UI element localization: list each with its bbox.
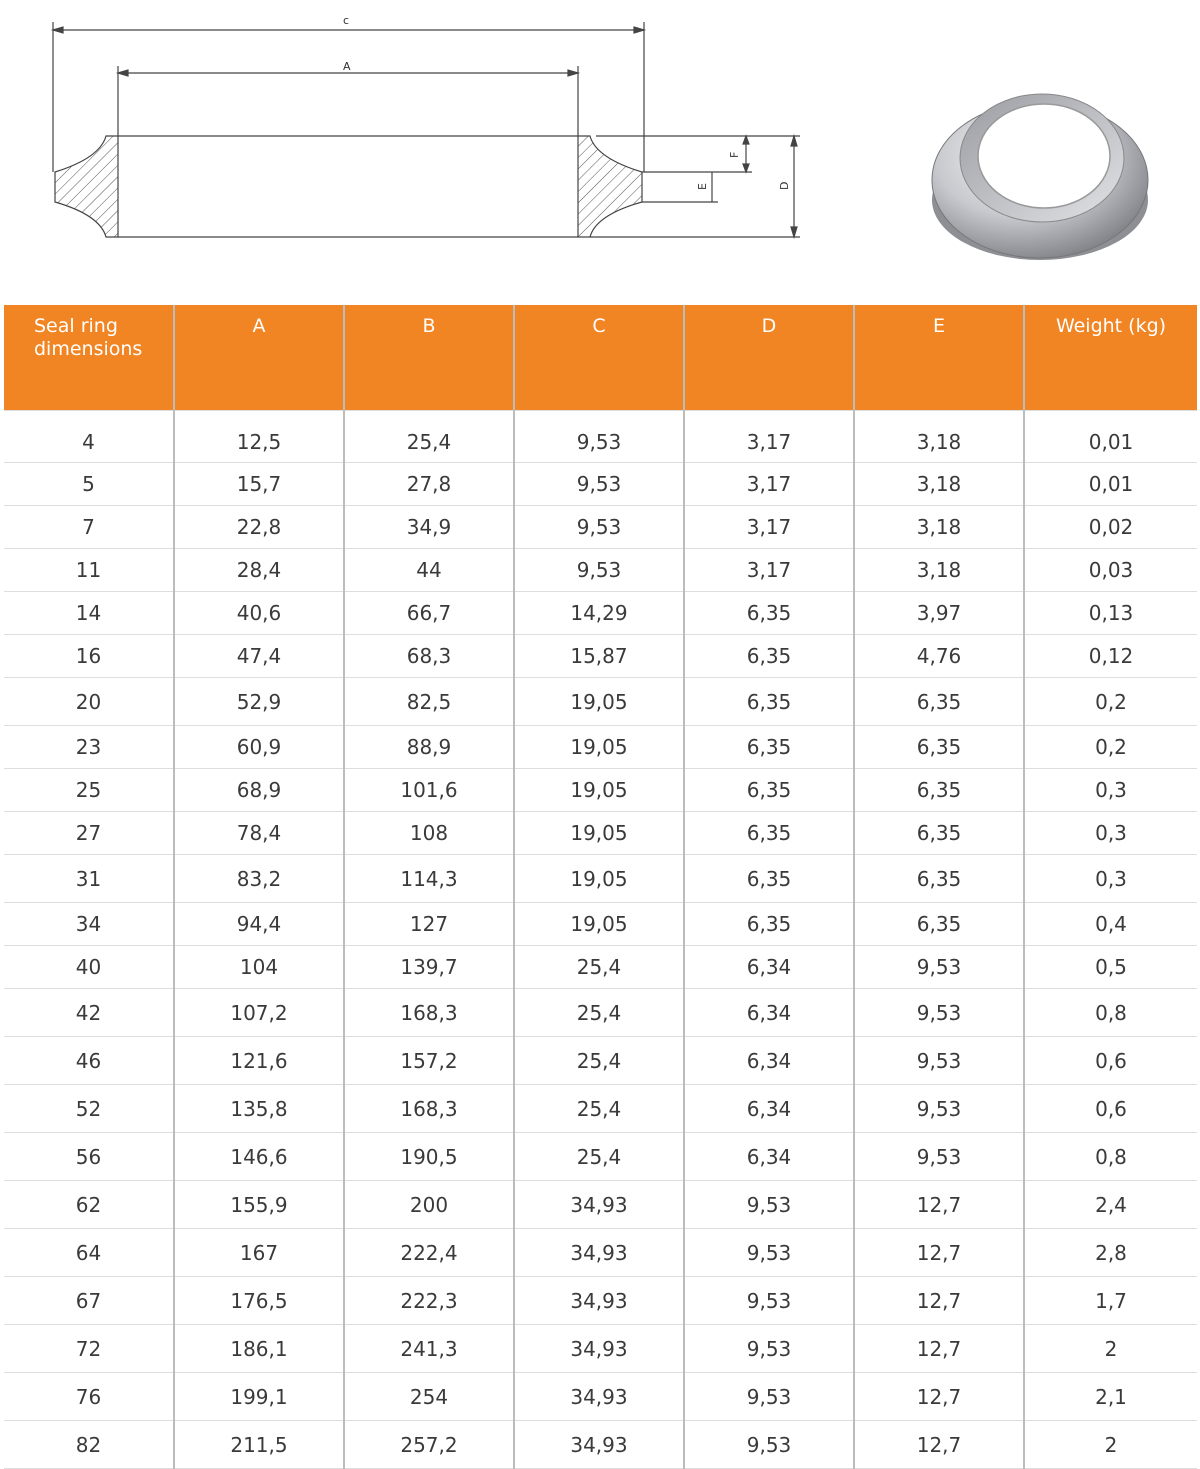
- cell-c: 15,87: [514, 635, 684, 678]
- cell-weight: 0,6: [1024, 1085, 1197, 1133]
- table-row: [4, 769, 1197, 812]
- seal-ring-drawing: [0, 0, 880, 290]
- cell-weight: 0,01: [1024, 463, 1197, 506]
- cell-seal-size: 25: [4, 769, 174, 812]
- cell-d: 9,53: [684, 1229, 854, 1277]
- cell-e: 9,53: [854, 1037, 1024, 1085]
- cell-seal-size: 56: [4, 1133, 174, 1181]
- cell-c: 34,93: [514, 1229, 684, 1277]
- header-b: B: [344, 305, 514, 411]
- cell-seal-size: 62: [4, 1181, 174, 1229]
- cell-seal-size: 46: [4, 1037, 174, 1085]
- header-e: E: [854, 305, 1024, 411]
- cell-c: 25,4: [514, 946, 684, 989]
- cell-seal-size: 14: [4, 592, 174, 635]
- cell-c: 9,53: [514, 411, 684, 463]
- cell-a: 22,8: [174, 506, 344, 549]
- table-row: [4, 1325, 1197, 1373]
- cell-c: 19,05: [514, 769, 684, 812]
- cell-seal-size: 31: [4, 855, 174, 903]
- cell-b: 168,3: [344, 989, 514, 1037]
- cell-e: 6,35: [854, 726, 1024, 769]
- cell-e: 3,18: [854, 411, 1024, 463]
- table-row: [4, 1085, 1197, 1133]
- cell-d: 6,34: [684, 1037, 854, 1085]
- cell-c: 19,05: [514, 678, 684, 726]
- cell-d: 6,34: [684, 1133, 854, 1181]
- cell-c: 14,29: [514, 592, 684, 635]
- cell-a: 52,9: [174, 678, 344, 726]
- cell-b: 127: [344, 903, 514, 946]
- header-seal-ring-dimensions: Seal ring dimensions: [4, 305, 174, 411]
- cell-seal-size: 11: [4, 549, 174, 592]
- table-row: [4, 463, 1197, 506]
- cell-e: 12,7: [854, 1229, 1024, 1277]
- cell-e: 4,76: [854, 635, 1024, 678]
- cell-seal-size: 76: [4, 1373, 174, 1421]
- table-row: [4, 903, 1197, 946]
- cell-weight: 0,5: [1024, 946, 1197, 989]
- cell-e: 6,35: [854, 769, 1024, 812]
- cell-weight: 0,01: [1024, 411, 1197, 463]
- table-header-row: [4, 305, 1197, 411]
- cell-weight: 2,1: [1024, 1373, 1197, 1421]
- cell-c: 25,4: [514, 989, 684, 1037]
- table-row: [4, 549, 1197, 592]
- cell-seal-size: 4: [4, 411, 174, 463]
- cell-weight: 2: [1024, 1421, 1197, 1469]
- cell-b: 101,6: [344, 769, 514, 812]
- table-row: [4, 946, 1197, 989]
- cell-d: 9,53: [684, 1277, 854, 1325]
- cell-weight: 0,12: [1024, 635, 1197, 678]
- cell-weight: 0,8: [1024, 1133, 1197, 1181]
- cell-b: 168,3: [344, 1085, 514, 1133]
- cell-e: 6,35: [854, 903, 1024, 946]
- cell-b: 139,7: [344, 946, 514, 989]
- cell-e: 12,7: [854, 1373, 1024, 1421]
- cell-weight: 0,3: [1024, 855, 1197, 903]
- cell-c: 9,53: [514, 463, 684, 506]
- cell-seal-size: 40: [4, 946, 174, 989]
- cell-d: 6,35: [684, 812, 854, 855]
- cell-b: 114,3: [344, 855, 514, 903]
- cell-a: 121,6: [174, 1037, 344, 1085]
- table-row: [4, 1373, 1197, 1421]
- cell-a: 104: [174, 946, 344, 989]
- cell-e: 3,18: [854, 463, 1024, 506]
- cell-c: 19,05: [514, 903, 684, 946]
- cell-c: 9,53: [514, 549, 684, 592]
- cell-seal-size: 42: [4, 989, 174, 1037]
- table-body: [4, 411, 1197, 1469]
- cell-d: 3,17: [684, 549, 854, 592]
- cell-c: 19,05: [514, 726, 684, 769]
- cell-d: 9,53: [684, 1181, 854, 1229]
- cell-e: 12,7: [854, 1325, 1024, 1373]
- cell-b: 44: [344, 549, 514, 592]
- cell-c: 34,93: [514, 1181, 684, 1229]
- dim-label-e: E: [696, 183, 709, 190]
- dim-label-c: c: [343, 14, 350, 27]
- table-row: [4, 1421, 1197, 1469]
- cell-e: 9,53: [854, 989, 1024, 1037]
- cell-weight: 0,03: [1024, 549, 1197, 592]
- cell-e: 12,7: [854, 1277, 1024, 1325]
- table-row: [4, 1133, 1197, 1181]
- cell-b: 68,3: [344, 635, 514, 678]
- cell-b: 88,9: [344, 726, 514, 769]
- cell-a: 28,4: [174, 549, 344, 592]
- cell-a: 78,4: [174, 812, 344, 855]
- cell-weight: 2,8: [1024, 1229, 1197, 1277]
- cell-d: 3,17: [684, 506, 854, 549]
- cell-e: 3,18: [854, 549, 1024, 592]
- cell-a: 167: [174, 1229, 344, 1277]
- cell-e: 9,53: [854, 1133, 1024, 1181]
- cell-d: 6,35: [684, 769, 854, 812]
- cell-d: 6,34: [684, 1085, 854, 1133]
- cell-b: 222,4: [344, 1229, 514, 1277]
- cell-a: 146,6: [174, 1133, 344, 1181]
- cell-seal-size: 34: [4, 903, 174, 946]
- cell-a: 186,1: [174, 1325, 344, 1373]
- dim-label-a: A: [343, 60, 351, 73]
- table-row: [4, 1181, 1197, 1229]
- cell-a: 155,9: [174, 1181, 344, 1229]
- cell-e: 12,7: [854, 1421, 1024, 1469]
- cell-d: 6,35: [684, 855, 854, 903]
- cell-e: 3,18: [854, 506, 1024, 549]
- table-row: [4, 1277, 1197, 1325]
- cell-b: 25,4: [344, 411, 514, 463]
- cell-weight: 0,2: [1024, 678, 1197, 726]
- cell-b: 257,2: [344, 1421, 514, 1469]
- table-row: [4, 989, 1197, 1037]
- table-row: [4, 506, 1197, 549]
- cell-seal-size: 64: [4, 1229, 174, 1277]
- seal-ring-photo-icon: [930, 40, 1150, 270]
- cell-b: 254: [344, 1373, 514, 1421]
- cell-seal-size: 20: [4, 678, 174, 726]
- cell-weight: 0,4: [1024, 903, 1197, 946]
- cell-d: 6,35: [684, 726, 854, 769]
- cell-c: 19,05: [514, 812, 684, 855]
- cell-c: 19,05: [514, 855, 684, 903]
- cell-e: 12,7: [854, 1181, 1024, 1229]
- cell-d: 6,35: [684, 635, 854, 678]
- cell-e: 6,35: [854, 812, 1024, 855]
- cell-b: 34,9: [344, 506, 514, 549]
- dim-label-f: F: [728, 151, 741, 158]
- table-row: [4, 592, 1197, 635]
- cell-b: 241,3: [344, 1325, 514, 1373]
- cell-b: 190,5: [344, 1133, 514, 1181]
- cell-b: 157,2: [344, 1037, 514, 1085]
- cell-c: 25,4: [514, 1133, 684, 1181]
- cell-b: 66,7: [344, 592, 514, 635]
- cell-seal-size: 52: [4, 1085, 174, 1133]
- header-a: A: [174, 305, 344, 411]
- cell-seal-size: 5: [4, 463, 174, 506]
- cell-seal-size: 82: [4, 1421, 174, 1469]
- cell-d: 6,35: [684, 903, 854, 946]
- cell-a: 68,9: [174, 769, 344, 812]
- cell-seal-size: 67: [4, 1277, 174, 1325]
- cell-c: 25,4: [514, 1085, 684, 1133]
- cell-e: 6,35: [854, 855, 1024, 903]
- cell-a: 211,5: [174, 1421, 344, 1469]
- cell-e: 9,53: [854, 1085, 1024, 1133]
- cell-c: 34,93: [514, 1277, 684, 1325]
- cell-e: 3,97: [854, 592, 1024, 635]
- cell-c: 34,93: [514, 1325, 684, 1373]
- table-row: [4, 812, 1197, 855]
- cell-d: 6,34: [684, 946, 854, 989]
- table-row: [4, 678, 1197, 726]
- table-row: [4, 1037, 1197, 1085]
- cell-d: 3,17: [684, 411, 854, 463]
- cell-c: 9,53: [514, 506, 684, 549]
- cell-c: 34,93: [514, 1421, 684, 1469]
- seal-ring-spec-table: [4, 305, 1197, 1469]
- cell-a: 12,5: [174, 411, 344, 463]
- cell-weight: 0,3: [1024, 812, 1197, 855]
- cell-weight: 0,3: [1024, 769, 1197, 812]
- cell-seal-size: 23: [4, 726, 174, 769]
- cell-seal-size: 27: [4, 812, 174, 855]
- cell-d: 9,53: [684, 1325, 854, 1373]
- dim-label-d: D: [778, 181, 791, 190]
- cell-weight: 2,4: [1024, 1181, 1197, 1229]
- cell-d: 9,53: [684, 1373, 854, 1421]
- cell-b: 27,8: [344, 463, 514, 506]
- cell-weight: 0,6: [1024, 1037, 1197, 1085]
- table-row: [4, 411, 1197, 463]
- cell-weight: 0,02: [1024, 506, 1197, 549]
- cell-b: 222,3: [344, 1277, 514, 1325]
- cell-a: 199,1: [174, 1373, 344, 1421]
- header-d: D: [684, 305, 854, 411]
- cell-d: 6,35: [684, 592, 854, 635]
- cell-weight: 2: [1024, 1325, 1197, 1373]
- cell-weight: 0,13: [1024, 592, 1197, 635]
- cell-a: 60,9: [174, 726, 344, 769]
- table-row: [4, 635, 1197, 678]
- header-c: C: [514, 305, 684, 411]
- cell-seal-size: 72: [4, 1325, 174, 1373]
- cell-b: 82,5: [344, 678, 514, 726]
- table-row: [4, 1229, 1197, 1277]
- table-row: [4, 855, 1197, 903]
- cell-seal-size: 7: [4, 506, 174, 549]
- cell-weight: 1,7: [1024, 1277, 1197, 1325]
- cell-a: 83,2: [174, 855, 344, 903]
- cell-a: 176,5: [174, 1277, 344, 1325]
- table-row: [4, 726, 1197, 769]
- cell-e: 9,53: [854, 946, 1024, 989]
- cell-c: 25,4: [514, 1037, 684, 1085]
- cell-b: 200: [344, 1181, 514, 1229]
- cell-a: 15,7: [174, 463, 344, 506]
- cell-seal-size: 16: [4, 635, 174, 678]
- cell-a: 135,8: [174, 1085, 344, 1133]
- cell-d: 9,53: [684, 1421, 854, 1469]
- cell-a: 40,6: [174, 592, 344, 635]
- header-weight: Weight (kg): [1024, 305, 1197, 411]
- cell-d: 6,35: [684, 678, 854, 726]
- cell-d: 6,34: [684, 989, 854, 1037]
- cell-c: 34,93: [514, 1373, 684, 1421]
- cell-a: 107,2: [174, 989, 344, 1037]
- cell-weight: 0,2: [1024, 726, 1197, 769]
- cell-a: 94,4: [174, 903, 344, 946]
- cell-e: 6,35: [854, 678, 1024, 726]
- cell-weight: 0,8: [1024, 989, 1197, 1037]
- cell-a: 47,4: [174, 635, 344, 678]
- cell-d: 3,17: [684, 463, 854, 506]
- cell-b: 108: [344, 812, 514, 855]
